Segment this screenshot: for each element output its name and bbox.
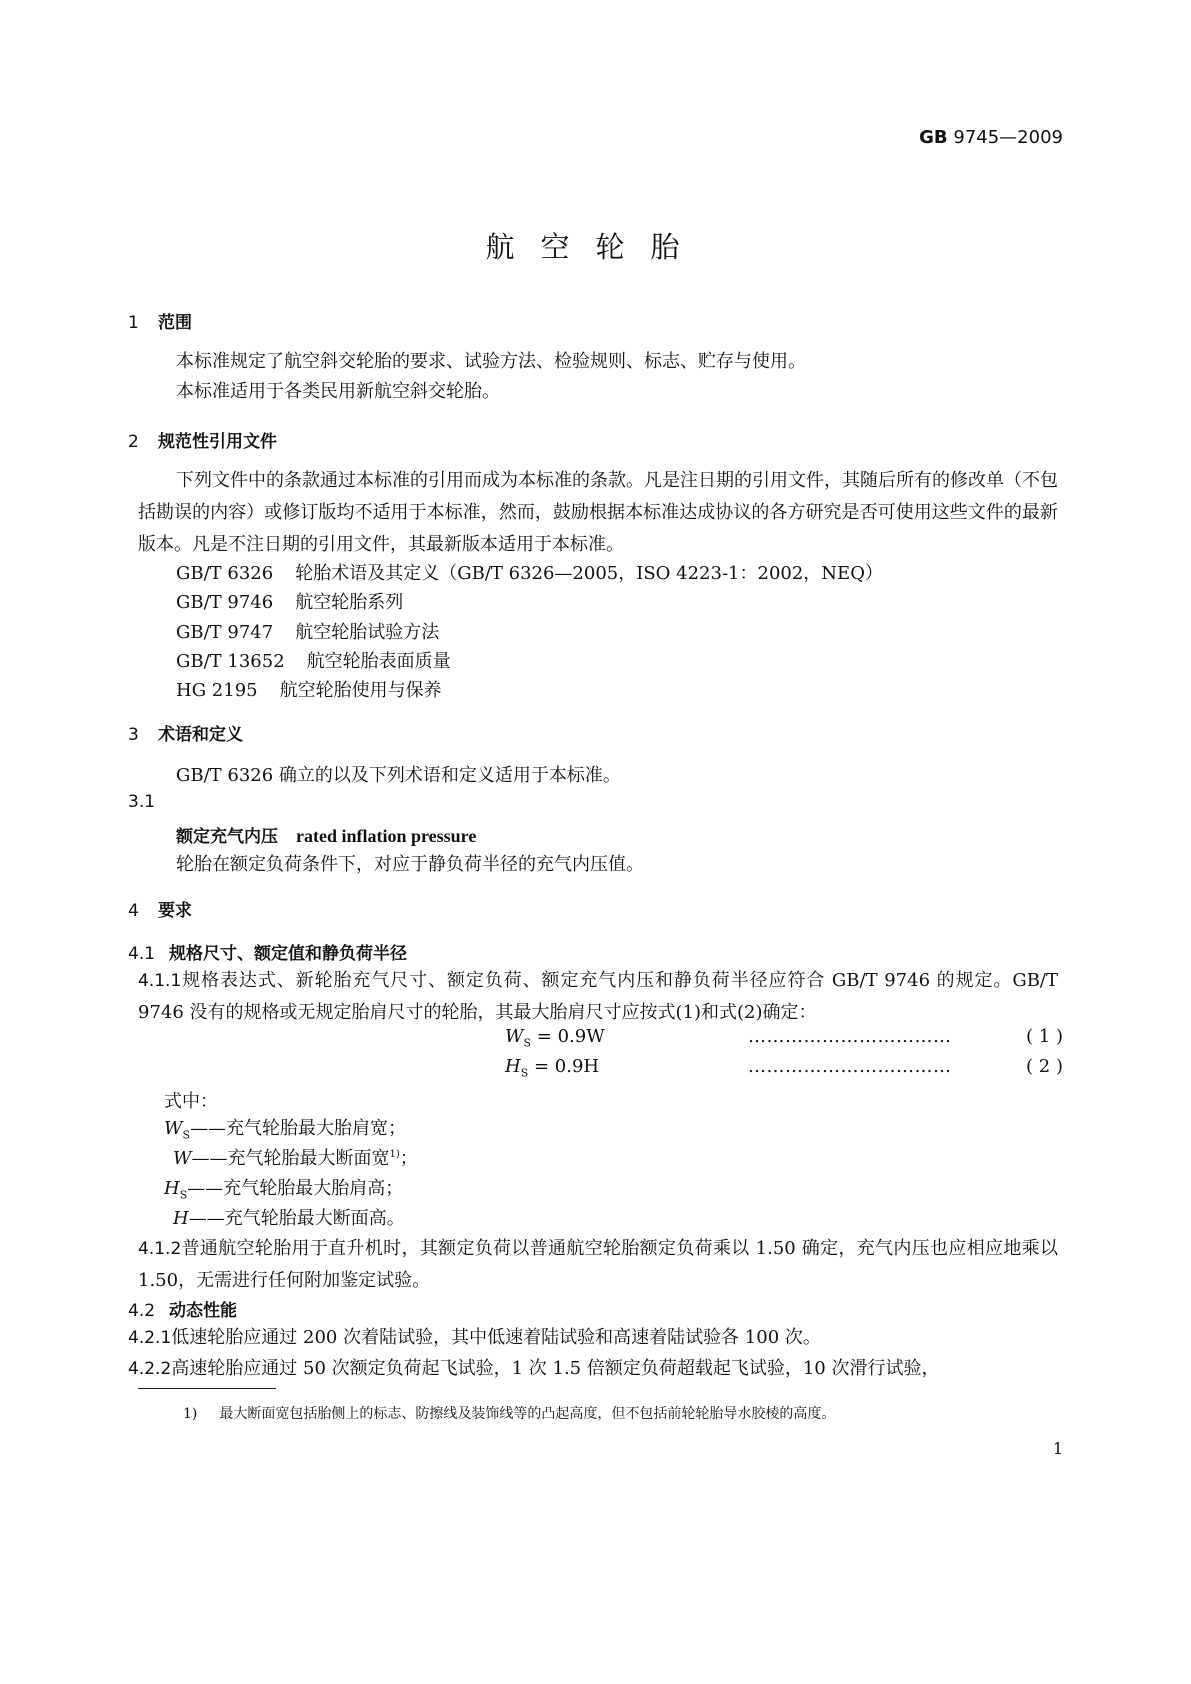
subsection-4-2-heading	[128, 1296, 237, 1321]
reference-title: 航空轮胎表面质量	[306, 651, 451, 672]
reference-code: GB/T 9747	[176, 622, 274, 643]
standard-prefix: GB	[919, 127, 948, 148]
section-1-paragraph-1: 本标准规定了航空斜交轮胎的要求、试验方法、检验规则、标志、贮存与使用。	[176, 351, 806, 372]
footnote-marker: 1)	[389, 1149, 400, 1160]
section-3-heading	[128, 720, 243, 745]
formula-rhs: = 0.9W	[536, 1026, 605, 1047]
footnote-divider	[138, 1388, 276, 1389]
footnote-text: 最大断面宽包括胎侧上的标志、防擦线及装饰线等的凸起高度，但不包括前轮轮胎导水胶棱的高度。	[219, 1406, 836, 1422]
symbol-subscript: S	[182, 1128, 191, 1142]
reference-code: GB/T 9746	[176, 592, 274, 613]
page-number: 1	[1052, 1439, 1063, 1458]
symbol-letter: W	[164, 1118, 183, 1139]
reference-code: GB/T 13652	[176, 651, 285, 672]
symbol-text: ——充气轮胎最大胎肩高；	[187, 1178, 404, 1199]
formula-subscript: S	[520, 1066, 529, 1080]
reference-item	[176, 559, 883, 585]
formula-1	[505, 1026, 605, 1050]
reference-item	[176, 588, 403, 614]
footnote	[183, 1403, 835, 1423]
term-3-1-definition: 轮胎在额定负荷条件下，对应于静负荷半径的充气内压值。	[176, 854, 644, 875]
symbol-definition	[164, 1114, 406, 1142]
section-number: 3	[128, 725, 139, 745]
section-title: 范围	[158, 313, 192, 333]
section-4-heading	[128, 896, 192, 921]
symbol-text: ——充气轮胎最大断面高。	[188, 1208, 405, 1229]
reference-title: 航空轮胎系列	[295, 592, 404, 613]
document-title: 航空轮胎	[485, 230, 706, 264]
term-3-1-number: 3.1	[128, 792, 156, 812]
subsection-title: 动态性能	[169, 1301, 238, 1321]
symbol-definition	[173, 1204, 405, 1230]
clause-text: 规格表达式、新轮胎充气尺寸、额定负荷、额定充气内压和静负荷半径应符合 GB/T 9746 的规定。GB/T 9746 没有的规格或无规定胎肩尺寸的轮胎，其最大胎肩尺寸应按式(1)和式(2)确定：	[138, 970, 1058, 1023]
term-english: rated inflation pressure	[296, 826, 477, 846]
formula-rhs: = 0.9H	[533, 1056, 600, 1077]
subsection-number: 4.1	[128, 944, 156, 964]
symbol-letter: H	[164, 1178, 180, 1199]
reference-title: 航空轮胎使用与保养	[279, 680, 442, 701]
clause-text: 高速轮胎应通过 50 次额定负荷起飞试验，1 次 1.5 倍额定负荷超载起飞试验，10 次滑行试验，	[171, 1358, 940, 1379]
where-label: 式中：	[164, 1091, 218, 1112]
clause-4-2-1	[128, 1322, 821, 1354]
subsection-4-1-heading	[128, 939, 407, 964]
clause-number: 4.2.1	[128, 1328, 172, 1348]
symbol	[164, 1178, 188, 1202]
clause-text: 低速轮胎应通过 200 次着陆试验，其中低速着陆试验和高速着陆试验各 100 次。	[171, 1327, 821, 1348]
clause-text: 普通航空轮胎用于直升机时，其额定负荷以普通航空轮胎额定负荷乘以 1.50 确定，充气内压也应相应地乘以 1.50，无需进行任何附加鉴定试验。	[138, 1238, 1058, 1291]
symbol-subscript: S	[179, 1188, 188, 1202]
section-2-intro: 下列文件中的条款通过本标准的引用而成为本标准的条款。凡是注日期的引用文件，其随后所有的修改单（不包括勘误的内容）或修订版均不适用于本标准，然而，鼓励根据本标准达成协议的各方研究是否可使用这些文件的最新版本。凡是不注日期的引用文件，其最新版本适用于本标准。	[138, 470, 1058, 555]
formula-1-dots: ……………………………	[748, 1026, 952, 1047]
section-number: 4	[128, 901, 139, 921]
formula-lhs: H	[505, 1056, 521, 1077]
formula-subscript: S	[523, 1036, 532, 1050]
symbol-letter: H	[173, 1208, 189, 1229]
standard-code	[919, 127, 1063, 148]
reference-title: 轮胎术语及其定义（GB/T 6326—2005，ISO 4223-1：2002，NEQ）	[295, 563, 883, 584]
formula-2-tag: ( 2 )	[1026, 1056, 1063, 1077]
subsection-title: 规格尺寸、额定值和静负荷半径	[169, 944, 408, 964]
subsection-number: 4.2	[128, 1301, 156, 1321]
clause-number: 4.2.2	[128, 1359, 172, 1379]
reference-code: GB/T 6326	[176, 563, 274, 584]
formula-1-tag: ( 1 )	[1026, 1026, 1063, 1047]
term-chinese: 额定充气内压	[176, 827, 278, 847]
section-title: 要求	[158, 901, 192, 921]
symbol-definition	[173, 1144, 418, 1170]
clause-4-1-1	[138, 965, 1058, 1029]
formula-2	[505, 1056, 599, 1080]
reference-item	[176, 676, 442, 702]
symbol	[164, 1118, 191, 1142]
symbol-letter: W	[173, 1148, 192, 1169]
clause-4-1-2	[138, 1233, 1058, 1297]
formula-lhs: W	[505, 1026, 524, 1047]
clause-4-2-2	[128, 1353, 939, 1385]
section-1-heading	[128, 308, 192, 333]
clause-number: 4.1.2	[138, 1239, 182, 1259]
formula-2-dots: ……………………………	[748, 1056, 952, 1077]
symbol	[173, 1148, 192, 1169]
section-1-paragraph-2: 本标准适用于各类民用新航空斜交轮胎。	[176, 381, 500, 402]
section-title: 术语和定义	[158, 725, 243, 745]
standard-number: 9745—2009	[953, 127, 1063, 148]
symbol-definition	[164, 1174, 403, 1202]
reference-item	[176, 647, 451, 673]
section-2-heading	[128, 427, 277, 452]
term-3-1	[176, 822, 476, 847]
clause-number: 4.1.1	[138, 971, 182, 991]
symbol-text: ——充气轮胎最大胎肩宽；	[190, 1118, 407, 1139]
section-title: 规范性引用文件	[158, 432, 277, 452]
section-3-intro: GB/T 6326 确立的以及下列术语和定义适用于本标准。	[176, 765, 621, 786]
symbol-text-end: ；	[399, 1148, 418, 1169]
reference-title: 航空轮胎试验方法	[295, 622, 440, 643]
reference-item	[176, 618, 439, 644]
footnote-mark: 1)	[183, 1406, 198, 1422]
reference-code: HG 2195	[176, 680, 258, 701]
symbol	[173, 1208, 189, 1229]
section-number: 1	[128, 313, 139, 333]
section-number: 2	[128, 432, 139, 452]
symbol-text: ——充气轮胎最大断面宽	[191, 1148, 390, 1169]
